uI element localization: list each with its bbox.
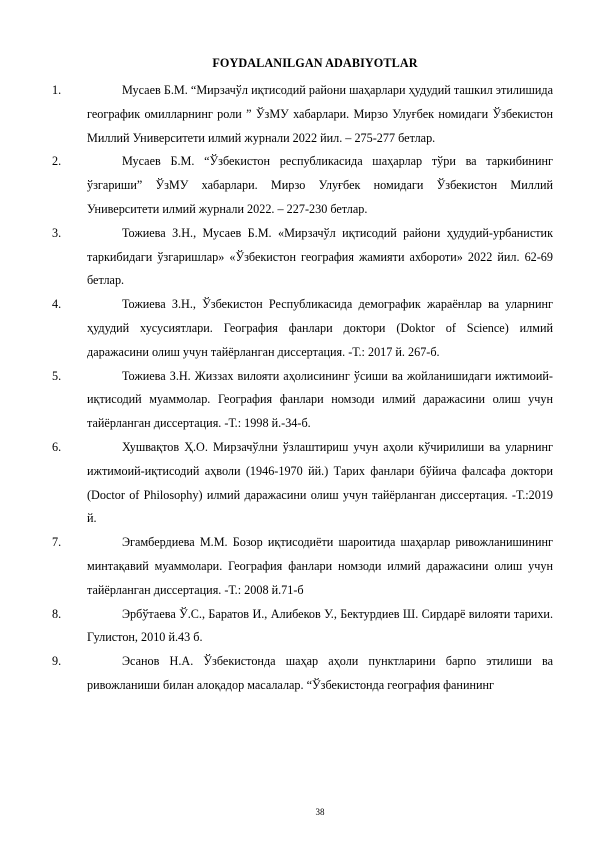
reference-text: Мусаев Б.М. “Ўзбекистон республикасида шаҳарлар тўри ва таркибининг ўзгариши” ЎзМУ хабарлари. Мирзо Улуғбек номидаги Ўзбекистон Миллий Университети илмий журнали 2022. – 227-230 бетлар. [87, 154, 553, 216]
reference-text: Эрбўтаева Ў.С., Баратов И., Алибеков У., Бектурдиев Ш. Сирдарё вилояти тарихи. Гулистон, 2010 й.43 б. [87, 606, 553, 645]
reference-text: Эсанов Н.А. Ўзбекистонда шаҳар аҳоли пунктларини барпо этилиши ва ривожланиши билан алоқадор масалалар. “Ўзбекистонда география фанининг [87, 654, 553, 692]
reference-text: Тожиева З.Н., Ўзбекистон Республикасида демографик жараёнлар ва уларнинг ҳудудий хусусиятлари. География фанлари доктори (Doktor of Science) илмий даражасини олиш учун тайёрланган диссертация. -Т.: 2017 й. 267-б. [87, 297, 553, 359]
section-title: FOYDALANILGAN ADABIYOTLAR [212, 56, 418, 70]
reference-number: 2. [52, 154, 62, 169]
reference-number: 9. [52, 654, 62, 669]
reference-item [52, 603, 553, 651]
reference-number: 4. [52, 297, 62, 312]
reference-item [52, 365, 553, 436]
reference-number: 1. [52, 83, 62, 97]
reference-number: 6. [52, 439, 62, 454]
page-number: 38 [315, 807, 325, 817]
reference-item [52, 531, 553, 602]
reference-item [52, 650, 553, 698]
reference-number: 8. [52, 606, 62, 621]
reference-item [52, 222, 553, 293]
reference-text: Тожиева З.Н. Жиззах вилояти аҳолисининг ўсиши ва жойланишидаги ижтимоий-иқтисодий муаммолар. География фанлари номзоди илмий даражасини олиш учун тайёрланган диссертация. -Т.: 1998 й.-34-б. [87, 368, 553, 431]
reference-text: Хушвақтов Ҳ.О. Мирзачўлни ўзлаштириш учун аҳоли кўчирилиши ва уларнинг ижтимоий-иқтисодий аҳволи (1946-1970 йй.) Тарих фанлари бўйича фалсафа доктори (Doctor of Philosophy) илмий даражасини олиш учун тайёрланган диссертация. -Т.:2019 й. [87, 439, 553, 526]
reference-number: 3. [52, 225, 62, 240]
reference-list [52, 79, 553, 698]
reference-text: Тожиева З.Н., Мусаев Б.М. «Мирзачўл иқтисодий райони ҳудудий-урбанистик таркибидаги ўзгаришлар» «Ўзбекистон география жамияти ахбороти» 2022 йил. 62-69 бетлар. [87, 225, 553, 288]
reference-item [52, 436, 553, 531]
reference-item [52, 150, 553, 221]
reference-item [52, 293, 553, 364]
reference-text: Мусаев Б.М. “Мирзачўл иқтисодий райони шаҳарлари ҳудудий ташкил этилишида географик омилларнинг роли ” ЎзМУ хабарлари. Мирзо Улуғбек номидаги Ўзбекистон Миллий Университети илмий журнали 2022 йил. – 275-277 бетлар. [87, 83, 553, 145]
reference-number: 7. [52, 535, 62, 550]
reference-item [52, 79, 553, 150]
reference-text: Эгамбердиева М.М. Бозор иқтисодиёти шароитида шаҳарлар ривожланишининг минтақавий муаммолари. География фанлари номзоди илмий даражасини олиш учун тайёрланган диссертация. -Т.: 2008 й.71-б [87, 535, 553, 597]
reference-number: 5. [52, 368, 62, 383]
